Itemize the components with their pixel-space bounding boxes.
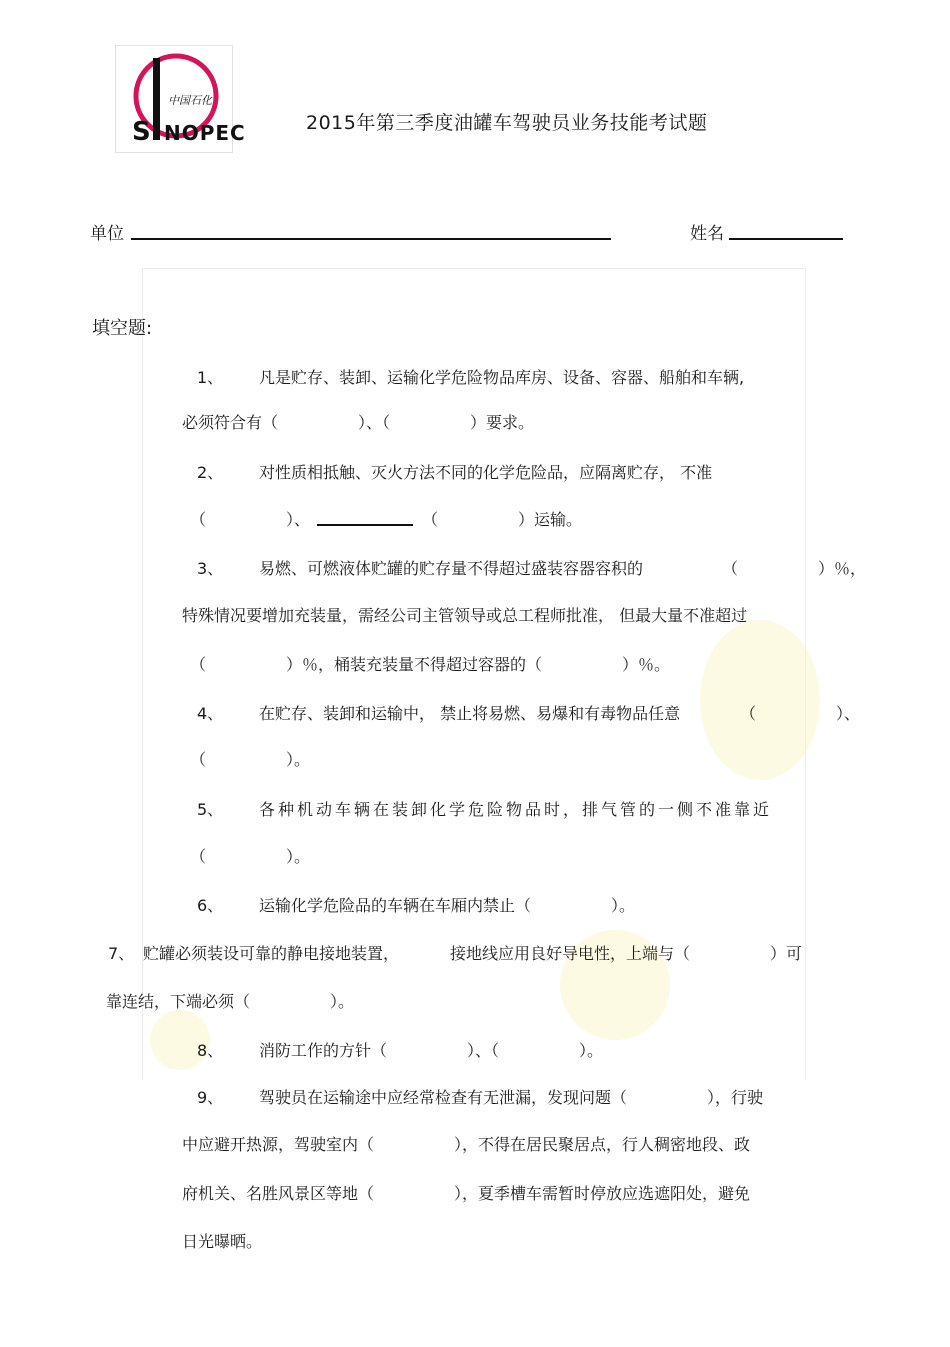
background-watermark [700,620,820,780]
question-text: 凡是贮存、装卸、运输化学危险物品库房、设备、容器、船舶和车辆, [259,368,745,387]
frame-right-line [805,268,806,1080]
question-text: 贮罐必须装设可靠的静电接地装置， [143,944,400,963]
sinopec-logo [115,45,246,153]
question-number: 5、 [197,800,224,819]
question-text: 对性质相抵触、灭火方法不同的化学危险品，应隔离贮存， 不准 [259,463,713,482]
question-text: 易燃、可燃液体贮罐的贮存量不得超过盛装容器容积的 [259,559,644,578]
question-text: 消防工作的方针（ ）、（ ）。 [259,1041,604,1060]
question-text: （ ）、 [190,510,311,529]
question-number: 9、 [197,1088,224,1107]
question-text: 靠连结，下端必须（ ）。 [106,992,355,1011]
question-text: 府机关、名胜风景区等地（ ），夏季槽车需暂时停放应选遮阳处，避免 [182,1184,751,1203]
question-text: 中应避开热源，驾驶室内（ ），不得在居民聚居点，行人稠密地段、政 [182,1135,751,1154]
question-text: （ ）运输。 [422,510,583,529]
frame-top-line [142,268,806,269]
question-number: 8、 [197,1041,224,1060]
question-number: 7、 [108,944,135,963]
question-text: （ ）、 [740,704,861,723]
question-text: （ ）。 [190,750,311,769]
question-text: 特殊情况要增加充装量，需经公司主管领导或总工程师批准， 但最大量不准超过 [182,606,748,625]
question-text: 在贮存、装卸和运输中， 禁止将易燃、易爆和有毒物品任意 [259,704,681,723]
svg-text:S: S [132,117,151,147]
section-title: 填空题: [92,318,153,339]
question-number: 1、 [197,368,224,387]
question-text: 各种机动车辆在装卸化学危险物品时，排气管的一侧不准靠近 [259,800,773,819]
unit-label: 单位 [90,224,124,244]
unit-field[interactable] [131,238,611,240]
question-text: 驾驶员在运输途中应经常检查有无泄漏，发现问题（ ），行驶 [259,1088,764,1107]
question-number: 3、 [197,559,224,578]
name-field[interactable] [729,238,843,240]
question-text: （ ）％， [722,559,867,578]
question-number: 6、 [197,896,224,915]
question-text: 日光曝晒。 [182,1232,263,1251]
svg-text:NOPEC: NOPEC [164,121,246,145]
question-text: （ ）％，桶装充装量不得超过容器的（ ）％。 [190,655,671,674]
question-number: 2、 [197,463,224,482]
svg-text:中国石化: 中国石化 [168,94,212,107]
question-text: （ ）。 [190,847,311,866]
answer-blank[interactable] [317,524,413,526]
name-label: 姓名 [690,224,724,244]
question-text: 运输化学危险品的车辆在车厢内禁止（ ）。 [259,896,636,915]
question-text: 接地线应用良好导电性，上端与（ ）可 [450,944,803,963]
question-text: 必须符合有（ ）、（ ）要求。 [182,413,535,432]
question-number: 4、 [197,704,224,723]
page-title: 2015年第三季度油罐车驾驶员业务技能考试题 [306,112,708,134]
